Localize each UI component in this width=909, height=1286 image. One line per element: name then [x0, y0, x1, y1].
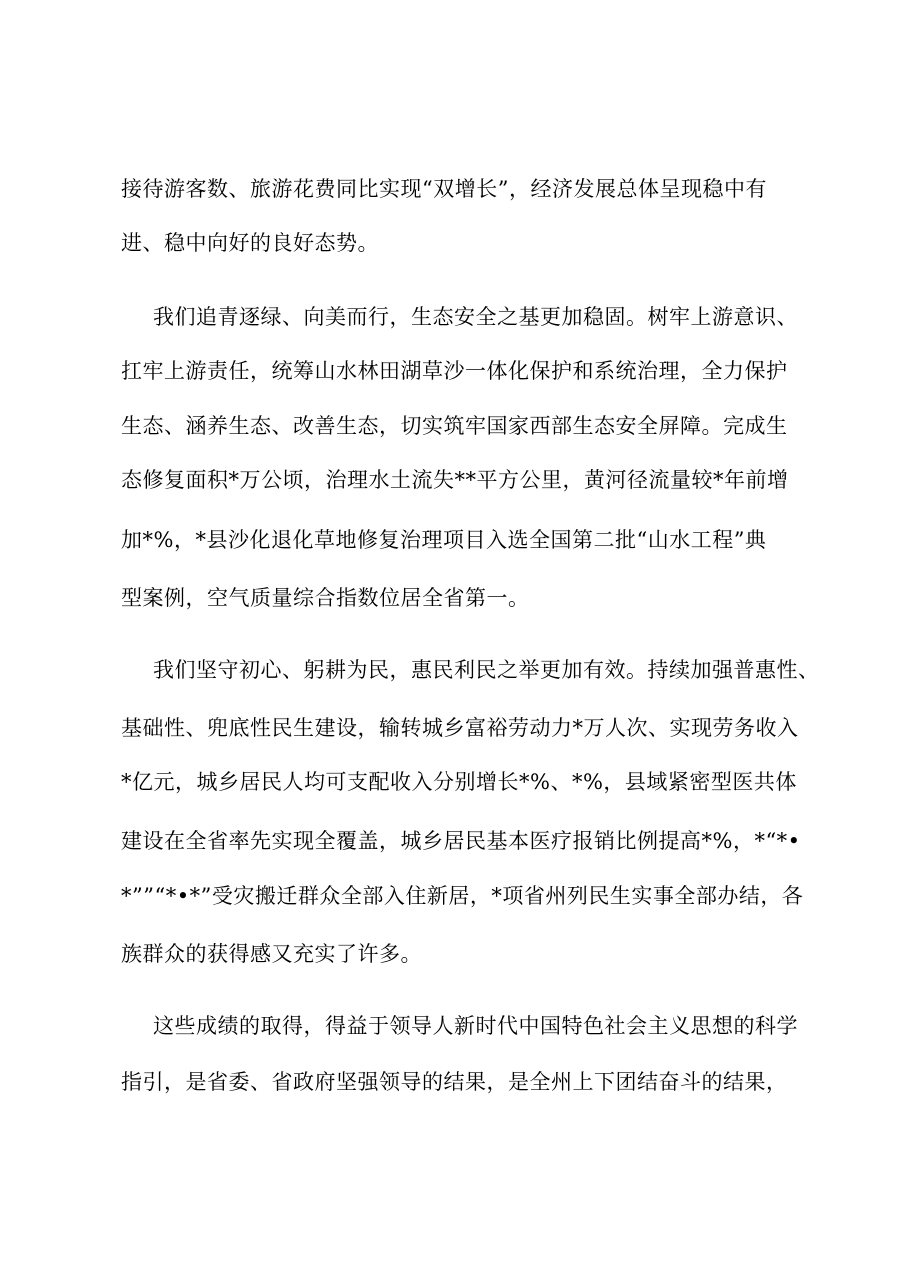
- text-line: *亿元，城乡居民人均可支配收入分别增长*%、*%，县域紧密型医共体: [121, 770, 797, 794]
- text-line: 基础性、兜底性民生建设，输转城乡富裕劳动力*万人次、实现劳务收入: [121, 716, 799, 740]
- text-line: 接待游客数、旅游花费同比实现“双增长”，经济发展总体呈现稳中有: [121, 177, 767, 201]
- text-line: 我们追青逐绿、向美而行，生态安全之基更加稳固。树牢上游意识、: [153, 305, 798, 329]
- text-line: 加*%，*县沙化退化草地修复治理项目入选全国第二批“山水工程”典: [121, 528, 767, 552]
- text-line: *””“*•*”受灾搬迁群众全部入住新居，*项省州列民生实事全部办结，各: [121, 884, 804, 908]
- text-line: 进、稳中向好的良好态势。: [121, 231, 379, 255]
- text-line: 指引，是省委、省政府坚强领导的结果，是全州上下团结奋斗的结果，: [121, 1070, 788, 1094]
- text-line: 生态、涵养生态、改善生态，切实筑牢国家西部生态安全屏障。完成生: [121, 414, 788, 438]
- text-line: 族群众的获得感又充实了许多。: [121, 942, 422, 966]
- text-line: 这些成绩的取得，得益于领导人新时代中国特色社会主义思想的科学: [153, 1014, 798, 1038]
- text-line: 我们坚守初心、躬耕为民，惠民利民之举更加有效。持续加强普惠性、: [153, 658, 820, 682]
- text-line: 型案例，空气质量综合指数位居全省第一。: [121, 586, 530, 610]
- text-line: 扛牢上游责任，统筹山水林田湖草沙一体化保护和系统治理，全力保护: [121, 359, 788, 383]
- text-line: 建设在全省率先实现全覆盖，城乡居民基本医疗报销比例提高*%，*“*•: [121, 829, 801, 853]
- text-line: 态修复面积*万公顷，治理水土流失**平方公里，黄河径流量较*年前增: [121, 468, 789, 492]
